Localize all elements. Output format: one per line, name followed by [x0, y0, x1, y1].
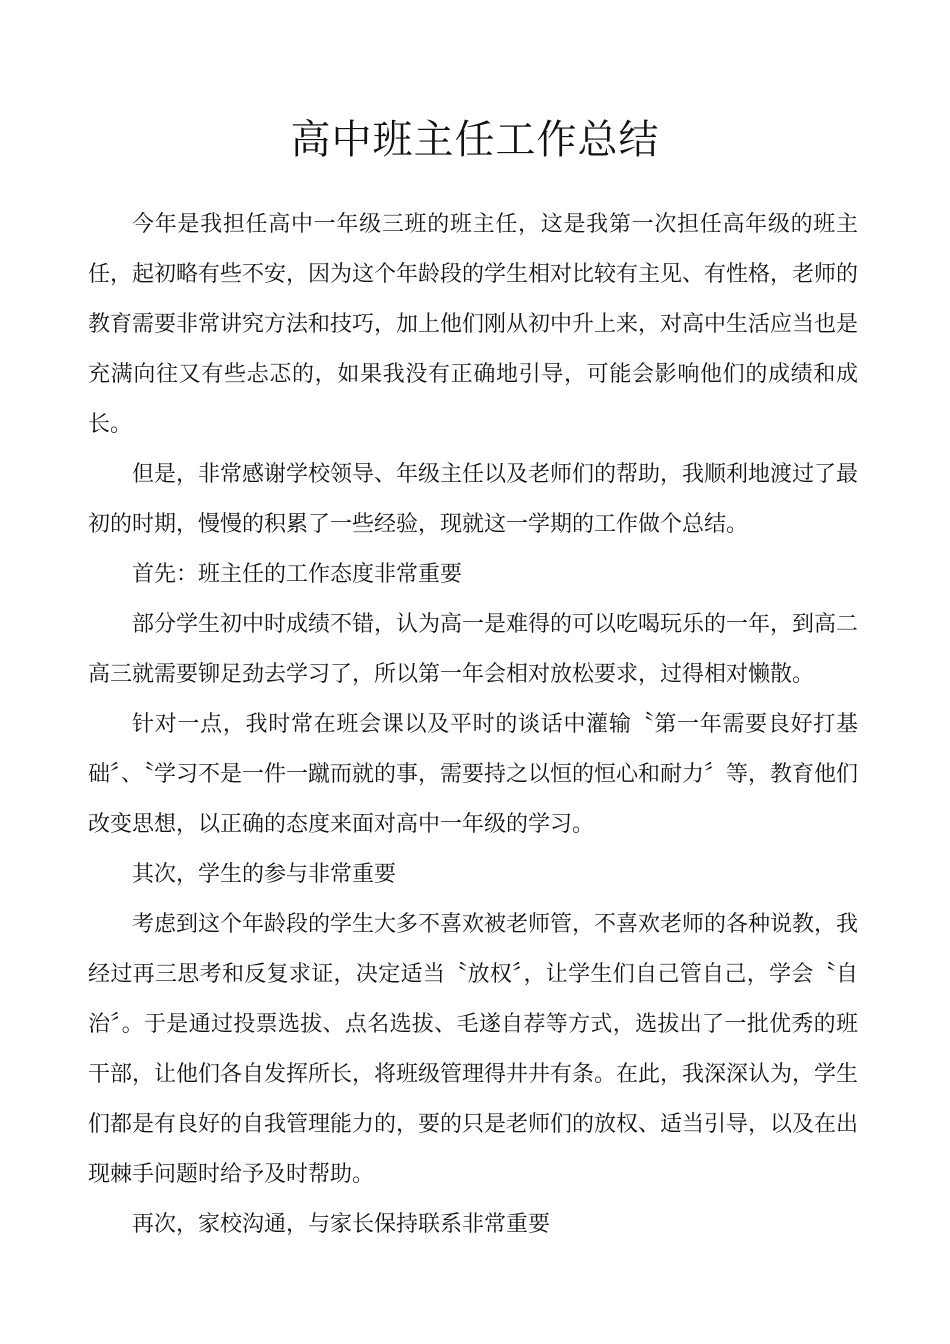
- paragraph-participation: 考虑到这个年龄段的学生大多不喜欢被老师管，不喜欢老师的各种说教，我经过再三思考和反复求证，决定适当〝放权〞，让学生们自己管自己，学会〝自治〞。于是通过投票选拔、点名选拔、毛遂自荐等方式，选拔出了一批优秀的班干部，让他们各自发挥所长，将班级管理得井井有条。在此，我深深认为，学生们都是有良好的自我管理能力的，要的只是老师们的放权、适当引导，以及在出现棘手问题时给予及时帮助。: [88, 912, 859, 1187]
- section-heading-participation: 其次，学生的参与非常重要: [132, 862, 397, 887]
- section-heading-communication: 再次，家校沟通，与家长保持联系非常重要: [132, 1212, 551, 1237]
- section-heading-attitude: 首先：班主任的工作态度非常重要: [132, 562, 463, 587]
- paragraph-attitude: 部分学生初中时成绩不错，认为高一是难得的可以吃喝玩乐的一年，到高二高三就需要铆足劲去学习了，所以第一年会相对放松要求，过得相对懒散。: [88, 612, 859, 687]
- paragraph-intro: 今年是我担任高中一年级三班的班主任，这是我第一次担任高年级的班主任，起初略有些不安，因为这个年龄段的学生相对比较有主见、有性格，老师的教育需要非常讲究方法和技巧，加上他们刚从初中升上来，对高中生活应当也是充满向往又有些忐忑的，如果我没有正确地引导，可能会影响他们的成绩和成长。: [88, 212, 859, 437]
- paragraph-thanks: 但是，非常感谢学校领导、年级主任以及老师们的帮助，我顺利地渡过了最初的时期，慢慢的积累了一些经验，现就这一学期的工作做个总结。: [88, 462, 859, 537]
- document-title: 高中班主任工作总结: [290, 117, 660, 163]
- document-body: [88, 200, 858, 1250]
- paragraph-guidance: 针对一点，我时常在班会课以及平时的谈话中灌输〝第一年需要良好打基础〞、〝学习不是一件一蹴而就的事，需要持之以恒的恒心和耐力〞等，教育他们改变思想，以正确的态度来面对高中一年级的学习。: [88, 712, 859, 837]
